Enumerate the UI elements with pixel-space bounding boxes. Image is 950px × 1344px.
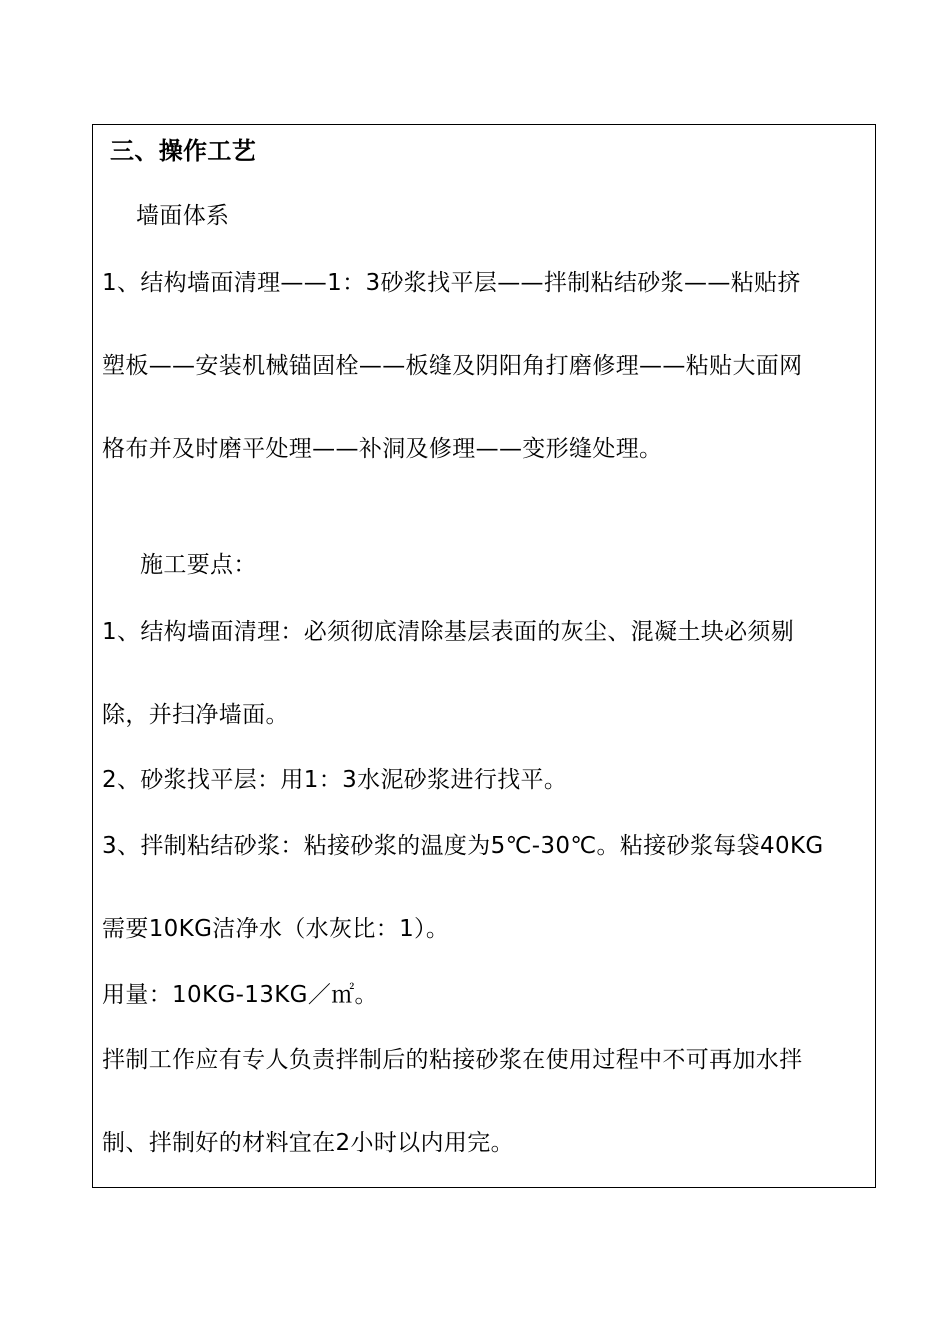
point-line-7: 拌制工作应有专人负责拌制后的粘接砂浆在使用过程中不可再加水拌 [102,1047,803,1073]
section-subheading: 墙面体系 [136,203,230,229]
process-line-3: 格布并及时磨平处理——补洞及修理——变形缝处理。 [102,436,663,462]
point-line-1: 1、结构墙面清理：必须彻底清除基层表面的灰尘、混凝土块必须剔 [102,619,795,645]
points-title: 施工要点： [140,552,257,578]
point-line-4: 3、拌制粘结砂浆：粘接砂浆的温度为5℃-30℃。粘接砂浆每袋40KG [102,833,824,859]
process-line-1: 1、结构墙面清理——1：3砂浆找平层——拌制粘结砂浆——粘贴挤 [102,270,801,296]
point-line-5: 需要10KG洁净水（水灰比：1）。 [102,916,450,942]
process-line-2: 塑板——安装机械锚固栓——板缝及阴阳角打磨修理——粘贴大面网 [102,353,803,379]
section-heading: 三、操作工艺 [110,137,257,165]
point-line-6: 用量：10KG-13KG／㎡。 [102,982,378,1008]
point-line-8: 制、拌制好的材料宜在2小时以内用完。 [102,1130,514,1156]
point-line-3: 2、砂浆找平层：用1：3水泥砂浆进行找平。 [102,767,568,793]
point-line-2: 除，并扫净墙面。 [102,702,289,728]
